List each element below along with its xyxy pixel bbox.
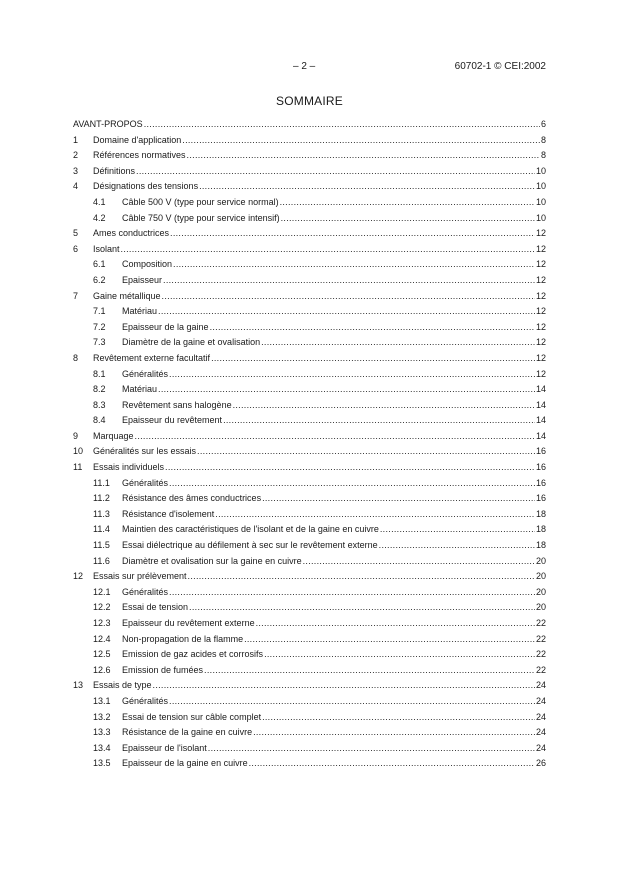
toc-entry-title: Epaisseur <box>122 274 163 285</box>
toc-entry-number: 8 <box>73 352 79 363</box>
toc-entry-title: Diamètre et ovalisation sur la gaine en cuivre <box>122 555 302 566</box>
toc-entry-page: 26 <box>535 758 546 769</box>
toc-entry-page: 12 <box>535 243 546 254</box>
toc-dot-leader <box>173 257 535 273</box>
toc-entry[interactable] <box>73 382 546 398</box>
toc-entry-title: Maintien des caractéristiques de l'isolant et de la gaine en cuivre <box>122 524 379 535</box>
toc-entry[interactable] <box>73 460 546 476</box>
toc-dot-leader <box>379 538 535 554</box>
toc-dot-leader <box>189 600 535 616</box>
toc-entry-number: 9 <box>73 430 79 441</box>
toc-entry[interactable] <box>73 367 546 383</box>
toc-entry-page: 12 <box>535 306 546 317</box>
toc-entry[interactable] <box>73 413 546 429</box>
toc-entry-page: 12 <box>535 228 546 239</box>
toc-dot-leader <box>163 273 535 289</box>
toc-entry-page: 14 <box>535 399 546 410</box>
toc-entry-number: 7.2 <box>93 321 106 332</box>
toc-dot-leader <box>262 491 535 507</box>
toc-entry-number: 8.3 <box>93 399 106 410</box>
toc-entry-number: 6.2 <box>93 274 106 285</box>
toc-entry-title: Ames conductrices <box>93 228 170 239</box>
toc-dot-leader <box>253 725 535 741</box>
toc-entry-page: 24 <box>535 680 546 691</box>
toc-entry-title: Diamètre de la gaine et ovalisation <box>122 337 261 348</box>
document-reference: 60702-1 © CEI:2002 <box>454 61 546 72</box>
toc-entry-number: 12.2 <box>93 602 111 613</box>
toc-entry[interactable] <box>73 476 546 492</box>
toc-entry-title: Epaisseur de l'isolant <box>122 742 207 753</box>
page-title: SOMMAIRE <box>276 94 343 108</box>
toc-entry[interactable] <box>73 289 546 305</box>
toc-entry-page: 16 <box>535 446 546 457</box>
toc-entry-page: 12 <box>535 321 546 332</box>
toc-entry-page: 16 <box>535 462 546 473</box>
toc-entry[interactable] <box>73 756 546 772</box>
toc-dot-leader <box>233 398 535 414</box>
toc-entry-number: 7.1 <box>93 306 106 317</box>
toc-dot-leader <box>187 148 540 164</box>
toc-entry-number: 8.2 <box>93 384 106 395</box>
toc-entry-page: 12 <box>535 337 546 348</box>
toc-dot-leader <box>211 351 535 367</box>
toc-entry[interactable] <box>73 351 546 367</box>
toc-dot-leader <box>204 663 535 679</box>
toc-entry-title: Matériau <box>122 384 158 395</box>
toc-entry[interactable] <box>73 117 546 133</box>
toc-entry-title: Généralités <box>122 695 169 706</box>
toc-dot-leader <box>210 320 535 336</box>
toc-dot-leader <box>135 429 535 445</box>
toc-entry-title: Généralités <box>122 477 169 488</box>
toc-entry-number: 11.6 <box>93 555 110 566</box>
toc-dot-leader <box>158 304 535 320</box>
toc-entry-number: 12.1 <box>93 586 111 597</box>
toc-entry-page: 24 <box>535 711 546 722</box>
toc-entry-title: Définitions <box>93 165 136 176</box>
toc-entry-title: Essais individuels <box>93 462 165 473</box>
toc-dot-leader <box>380 522 535 538</box>
toc-entry-page: 22 <box>535 633 546 644</box>
toc-dot-leader <box>121 242 535 258</box>
toc-dot-leader <box>136 164 535 180</box>
toc-entry-number: 8.1 <box>93 368 106 379</box>
toc-entry[interactable] <box>73 320 546 336</box>
toc-entry-number: 11 <box>73 462 83 473</box>
toc-entry-page: 10 <box>535 165 546 176</box>
toc-entry[interactable] <box>73 148 546 164</box>
toc-dot-leader <box>169 694 535 710</box>
toc-entry[interactable] <box>73 273 546 289</box>
toc-entry-title: Gaine métallique <box>93 290 161 301</box>
toc-entry[interactable] <box>73 600 546 616</box>
toc-entry-title: Epaisseur du revêtement <box>122 415 223 426</box>
toc-dot-leader <box>165 460 535 476</box>
toc-entry-page: 14 <box>535 415 546 426</box>
toc-entry-number: 11.5 <box>93 540 110 551</box>
toc-entry[interactable] <box>73 522 546 538</box>
toc-entry-number: 13.2 <box>93 711 111 722</box>
toc-entry[interactable] <box>73 741 546 757</box>
toc-entry[interactable] <box>73 242 546 258</box>
toc-dot-leader <box>208 741 535 757</box>
toc-entry-page: 18 <box>535 540 546 551</box>
toc-entry-title: Domaine d'application <box>93 134 182 145</box>
toc-entry-number: 4.1 <box>93 196 106 207</box>
toc-dot-leader <box>153 678 535 694</box>
toc-entry-page: 8 <box>540 134 546 145</box>
toc-entry-title: Marquage <box>93 430 134 441</box>
toc-dot-leader <box>188 569 535 585</box>
toc-entry[interactable] <box>73 257 546 273</box>
toc-entry[interactable] <box>73 663 546 679</box>
toc-entry-page: 16 <box>535 477 546 488</box>
toc-entry-page: 22 <box>535 649 546 660</box>
toc-dot-leader <box>144 117 540 133</box>
toc-entry-title: Essais sur prélèvement <box>93 571 187 582</box>
toc-entry-page: 24 <box>535 727 546 738</box>
toc-entry-title: Epaisseur de la gaine <box>122 321 209 332</box>
toc-entry-page: 20 <box>535 602 546 613</box>
toc-entry-number: 4.2 <box>93 212 106 223</box>
toc-entry-number: 12.5 <box>93 649 111 660</box>
toc-entry-page: 12 <box>535 290 546 301</box>
toc-dot-leader <box>215 507 535 523</box>
toc-entry-title: Non-propagation de la flamme <box>122 633 244 644</box>
toc-entry-title: Essais de type <box>93 680 152 691</box>
page-number: – 2 – <box>293 61 316 72</box>
toc-entry[interactable] <box>73 304 546 320</box>
toc-entry-page: 14 <box>535 384 546 395</box>
toc-entry[interactable] <box>73 632 546 648</box>
toc-dot-leader <box>223 413 535 429</box>
toc-dot-leader <box>249 756 535 772</box>
toc-entry-page: 22 <box>535 618 546 628</box>
toc-dot-leader <box>244 632 535 648</box>
toc-entry-number: 1 <box>73 134 79 145</box>
toc-entry[interactable] <box>73 179 546 195</box>
toc-entry-number: 5 <box>73 228 79 239</box>
toc-entry-number: 12.6 <box>93 664 111 675</box>
toc-entry[interactable] <box>73 585 546 601</box>
toc-entry-title: Généralités sur les essais <box>93 446 197 457</box>
toc-entry-page: 10 <box>535 181 546 192</box>
toc-entry[interactable] <box>73 491 546 507</box>
toc-entry-page: 12 <box>535 274 546 285</box>
toc-entry-title: Résistance des âmes conductrices <box>122 493 262 504</box>
toc-entry[interactable] <box>73 444 546 460</box>
toc-entry[interactable] <box>73 554 546 570</box>
toc-entry-number: 11.4 <box>93 524 110 535</box>
toc-entry-page: 6 <box>540 119 546 129</box>
toc-entry-title: Revêtement externe facultatif <box>93 352 211 363</box>
toc-entry-title: Epaisseur du revêtement externe <box>122 618 255 628</box>
toc-dot-leader <box>262 710 535 726</box>
toc-entry[interactable] <box>73 538 546 554</box>
toc-entry-page: 22 <box>535 664 546 675</box>
toc-entry-page: 24 <box>535 695 546 706</box>
toc-entry-number: 13.4 <box>93 742 111 753</box>
toc-entry[interactable] <box>73 569 546 585</box>
toc-entry-number: 11.1 <box>93 477 110 488</box>
toc-entry[interactable] <box>73 133 546 149</box>
toc-entry-page: 18 <box>535 524 546 535</box>
toc-entry[interactable] <box>73 710 546 726</box>
toc-entry-title: Références normatives <box>93 150 186 161</box>
toc-entry-title: Désignations des tensions <box>93 181 199 192</box>
toc-entry-number: 12 <box>73 571 84 582</box>
toc-entry-number: 11.2 <box>93 493 110 504</box>
toc-entry-number: 6 <box>73 243 79 254</box>
table-of-contents <box>73 117 546 772</box>
toc-dot-leader <box>261 335 535 351</box>
toc-dot-leader <box>169 367 535 383</box>
toc-entry-number: 12.4 <box>93 633 111 644</box>
toc-dot-leader <box>281 211 535 227</box>
toc-entry-number: 13.5 <box>93 758 111 769</box>
toc-entry-title: AVANT-PROPOS <box>73 119 143 129</box>
toc-entry-title: Essai de tension <box>122 602 189 613</box>
toc-entry[interactable] <box>73 398 546 414</box>
toc-dot-leader <box>169 476 535 492</box>
toc-entry-number: 7 <box>73 290 79 301</box>
toc-entry-number: 13.3 <box>93 727 111 738</box>
toc-entry-number: 8.4 <box>93 415 106 426</box>
toc-entry-title: Emission de gaz acides et corrosifs <box>122 649 264 660</box>
toc-entry-page: 12 <box>535 259 546 270</box>
toc-entry-title: Revêtement sans halogène <box>122 399 232 410</box>
toc-entry[interactable] <box>73 694 546 710</box>
toc-entry-page: 16 <box>535 493 546 504</box>
toc-entry-title: Essai diélectrique au défilement à sec sur le revêtement externe <box>122 540 378 551</box>
toc-entry-page: 10 <box>535 212 546 223</box>
toc-entry-number: 3 <box>73 165 79 176</box>
toc-entry-title: Epaisseur de la gaine en cuivre <box>122 758 248 769</box>
toc-entry[interactable] <box>73 678 546 694</box>
toc-entry-title: Généralités <box>122 586 169 597</box>
toc-entry-number: 6.1 <box>93 259 106 270</box>
toc-entry-page: 24 <box>535 742 546 753</box>
toc-entry-page: 12 <box>535 352 546 363</box>
toc-entry-title: Câble 750 V (type pour service intensif) <box>122 212 280 223</box>
toc-entry-page: 12 <box>535 368 546 379</box>
toc-entry[interactable] <box>73 616 546 632</box>
toc-entry-title: Isolant <box>93 243 120 254</box>
toc-entry-number: 7.3 <box>93 337 106 348</box>
toc-entry-number: 12.3 <box>93 618 111 628</box>
toc-entry[interactable] <box>73 429 546 445</box>
toc-entry-page: 14 <box>535 430 546 441</box>
toc-entry[interactable] <box>73 647 546 663</box>
toc-entry-title: Composition <box>122 259 173 270</box>
toc-dot-leader <box>199 179 535 195</box>
toc-entry-title: Résistance d'isolement <box>122 508 215 519</box>
toc-entry-number: 2 <box>73 150 79 161</box>
toc-entry-page: 8 <box>540 150 546 161</box>
toc-dot-leader <box>197 444 535 460</box>
toc-entry-title: Résistance de la gaine en cuivre <box>122 727 253 738</box>
toc-entry[interactable] <box>73 164 546 180</box>
toc-entry-number: 4 <box>73 181 79 192</box>
toc-entry[interactable] <box>73 725 546 741</box>
toc-dot-leader <box>162 289 535 305</box>
toc-entry[interactable] <box>73 507 546 523</box>
toc-entry-page: 18 <box>535 508 546 519</box>
toc-entry-page: 20 <box>535 555 546 566</box>
toc-entry-title: Emission de fumées <box>122 664 204 675</box>
toc-entry-page: 10 <box>535 196 546 207</box>
toc-dot-leader <box>280 195 535 211</box>
toc-entry-number: 13.1 <box>93 695 111 706</box>
toc-entry-number: 11.3 <box>93 508 110 519</box>
toc-entry-title: Matériau <box>122 306 158 317</box>
toc-dot-leader <box>256 616 535 632</box>
toc-entry[interactable] <box>73 195 546 211</box>
toc-entry-title: Généralités <box>122 368 169 379</box>
toc-entry-page: 20 <box>535 586 546 597</box>
toc-dot-leader <box>169 585 535 601</box>
toc-entry-title: Essai de tension sur câble complet <box>122 711 262 722</box>
toc-dot-leader <box>264 647 535 663</box>
toc-entry[interactable] <box>73 211 546 227</box>
toc-dot-leader <box>158 382 535 398</box>
toc-dot-leader <box>170 226 535 242</box>
toc-entry-page: 20 <box>535 571 546 582</box>
toc-entry[interactable] <box>73 335 546 351</box>
toc-entry-title: Câble 500 V (type pour service normal) <box>122 196 279 207</box>
toc-dot-leader <box>303 554 535 570</box>
toc-dot-leader <box>182 133 540 149</box>
toc-entry-number: 13 <box>73 680 84 691</box>
toc-entry-number: 10 <box>73 446 84 457</box>
toc-entry[interactable] <box>73 226 546 242</box>
